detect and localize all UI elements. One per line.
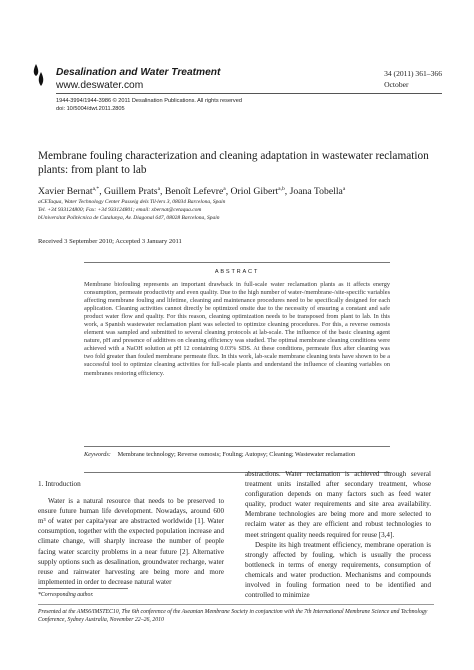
conference-divider <box>38 604 434 605</box>
author: Guillem Prats$^a$, <box>104 186 165 198</box>
issue-month: October <box>384 80 409 89</box>
paragraph: abstractions. Water reclamation is achieved through several treatment units installed after secondary treatment, whose configuration depends on many factors such as feed water quality, product water requirements and site area availability. Membrane technologies are being more and more selected to reclaim water as they are efficient and robust technologies to meet stringent quality needs required for reuse [3,4]. <box>245 470 431 539</box>
author: Oriol Gibert$^{a,b}$, <box>230 186 290 198</box>
conference-note: Presented at the AMS6/IMSTEC10, The 6th conference of the Aseanian Membrane Society in conjunction with the 7th International Membrane Science and Technology Conference, Sydney Australia, November 22–26, 2010 <box>38 609 428 624</box>
keywords-list: Membrane technology; Reverse osmosis; Fouling; Autopsy; Cleaning; Wastewater reclamation <box>117 451 356 458</box>
abstract-top-divider <box>84 262 390 263</box>
issn-line: 1944-3994/1944-3986 © 2011 Desalination Publications. All rights reserved <box>56 98 242 104</box>
abstract-heading: ABSTRACT <box>214 269 260 275</box>
affiliations <box>38 198 225 223</box>
issue-info <box>384 68 442 90</box>
issue-volume: 34 (2011) 361–366 <box>384 69 442 78</box>
author: Joana Tobella$^a$ <box>289 186 346 198</box>
affiliation-contact: Tel. +34 933124800; Fax: +34 933124801; email: xbernat@cetaqua.com <box>38 207 202 214</box>
author-list <box>38 186 345 197</box>
section-heading-introduction: 1. Introduction <box>38 480 81 488</box>
abstract-text: Membrane biofouling represents an important drawback in full-scale water reclamation plants as it affects energy consumption, permeate productivity and even quality. Due to the high number of water-/membrane-/site-specific variables affecting membrane fouling and lifetime, cleaning and maintenance procedures need to be specifically designed for each application. Cleaning activities cannot directly be optimized onsite due to the necessity of ensuring a constant and safe product water flow and quality. For this reason, cleaning optimization needs to be transposed from plant to lab. In this work, a Spanish wastewater reclamation plant was selected to optimize cleaning procedures. For this, a reverse osmosis element was sampled and submitted to several cleaning protocols at lab-scale. The influence of the basic cleaning agent nature, pH and presence of additives on cleaning efficiency was studied. The optimal membrane cleaning conditions were achieved with a NaOH solution at pH 12 containing 0.03% SDS. At these conditions, permeate flux after cleaning was two fold greater than fouled membrane permeate flux. In this work, lab-scale membrane cleaning tests have shown to be a successful tool to optimize cleaning activities for full-scale plants and understand the influence of cleaning variables on membranes restoring efficiency. <box>84 281 390 377</box>
received-dates: Received 3 September 2010; Accepted 3 January 2011 <box>38 238 182 245</box>
journal-name: Desalination and Water Treatment <box>56 67 221 78</box>
affiliation-b: bUniversitat Politècnica de Catalunya, Av. Diagonal 647, 08028 Barcelona, Spain <box>38 215 220 222</box>
left-column <box>38 479 224 587</box>
journal-logo-icon <box>32 62 46 88</box>
paragraph: Water is a natural resource that needs to be preserved to ensure future human life development. Nowadays, around 600 m³ of water per capita/year are abstracted worldwide [1]. Water consumption, together with the expected population increase and climate change, will sharply increase the number of people facing water scarcity problems in a near future [2]. Alternative supply options such as desalination, groundwater recharge, water reuse and rainwater harvesting are being more and more implemented in order to decrease natural water <box>38 497 224 586</box>
affiliation-a: aCETaqua, Water Technology Center Passeig dels Til·lers 3, 08034 Barcelona, Spain <box>38 199 226 205</box>
right-column <box>245 469 431 600</box>
author: Benoît Lefevre$^a$, <box>164 186 231 198</box>
header-divider <box>56 93 442 94</box>
author: Xavier Bernat$^{a,*}$, <box>38 186 105 198</box>
paragraph: Despite its high treatment efficiency, membrane operation is strongly affected by fouling, which is usually the process bottleneck in terms of energy requirements, consumption of chemicals and water production. Mechanisms and compounds involved in fouling formation need to be identified and controlled to minimize <box>245 540 431 600</box>
journal-url[interactable]: www.deswater.com <box>56 80 144 91</box>
footnote-divider <box>38 588 128 589</box>
abstract-mid-divider <box>84 446 390 447</box>
keywords <box>84 451 390 459</box>
keywords-label: Keywords: <box>84 451 111 458</box>
corresponding-author-footnote: *Corresponding author. <box>38 592 94 598</box>
doi-line[interactable]: doi: 10/5004/dwt.2011.2805 <box>56 106 125 112</box>
article-title: Membrane fouling characterization and cleaning adaptation in wastewater reclamation plants: from plant to lab <box>38 150 429 176</box>
publication-info <box>56 97 242 113</box>
